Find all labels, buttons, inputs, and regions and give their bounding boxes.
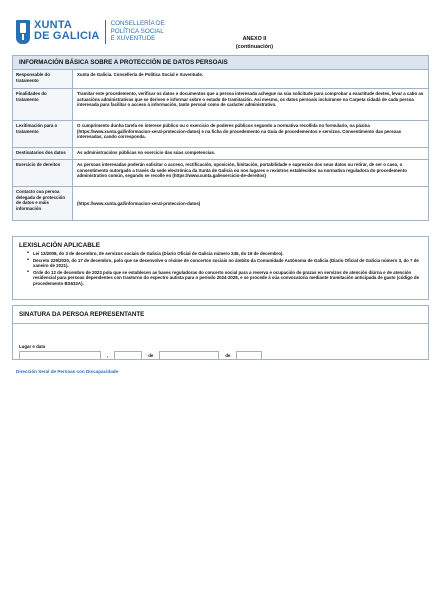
place-date-label: Lugar e data <box>19 344 46 349</box>
table-row <box>13 159 428 186</box>
row-value: As persoas interesadas poderán solicitar o acceso, rectificación, oposición, limitación, portabilidade e supresión dos seus datos ou retirar, de ser o caso, o consentimento outorgado a través da sede electrónica da Xunta de Galicia ou nos lugares e rexistros establecidos na normativa reguladora do procedemento administrativo común, segundo se recolle en (https://www.xunta.gal/exercicio-de-dereitos) <box>77 162 407 179</box>
data-protection-title: INFORMACIÓN BÁSICA SOBRE A PROTECCIÓN DE DATOS PERSOAIS <box>13 56 428 69</box>
day-input[interactable] <box>114 351 142 360</box>
place-input[interactable] <box>19 351 101 360</box>
row-label: Responsable do tratamento <box>13 70 73 88</box>
legislation-section <box>12 236 429 300</box>
brand-name: XUNTA DE GALICIA <box>34 19 100 42</box>
comma-separator: , <box>107 353 109 358</box>
table-row <box>13 88 428 120</box>
list-item: • Orde do 12 de decembro de 2023 pola que se establecen as bases reguladoras do concerto social para a reserva e ocupación de prazas en servizos de atención diúrna e de atención residencial para persoas dependentes con trastorno do espectro autista para o período 2024-2028, e se procede á súa convocatoria mediante tramitación anticipada de gasto (código de procedemento BS632A). <box>27 270 420 287</box>
table-row <box>13 186 428 220</box>
annex-heading <box>236 36 273 51</box>
list-item: • Decreto 229/2020, do 17 de decembro, polo que se desenvolve o réxime de concertos sociais no ámbito da Comunidade Autónoma de Galicia (Diario Oficial de Galicia número 3, do 7 de xaneiro de 2021). <box>27 258 420 269</box>
annex-subtitle: (continuación) <box>235 43 273 50</box>
legislation-title: LEXISLACIÓN APLICABLE <box>19 242 101 249</box>
signature-body <box>13 324 428 366</box>
de-separator-2: de <box>225 353 231 358</box>
list-item: • Lei 13/2008, do 3 de decembro, de servizos sociais de Galicia (Diario Oficial de Galicia número 245, do 18 de decembro). <box>27 251 420 257</box>
month-input[interactable] <box>159 351 219 360</box>
annex-title: ANEXO II <box>242 36 267 42</box>
row-label: Destinatarios dos datos <box>13 148 73 159</box>
logo-divider <box>105 20 106 44</box>
data-protection-table <box>12 55 429 221</box>
row-value: As administracións públicas no exercicio das súas competencias. <box>77 150 216 155</box>
footer-department: Dirección Xeral de Persoas con Discapacidade <box>16 369 119 374</box>
signature-section <box>12 305 429 360</box>
legislation-list <box>13 251 428 292</box>
row-label: Exercicio de dereitos <box>13 160 73 186</box>
de-separator-1: de <box>148 353 154 358</box>
row-label: Contacto coa persoa delegada de protección de datos e máis información <box>13 187 73 220</box>
place-date-row <box>19 351 422 360</box>
row-label: Finalidades do tratamento <box>13 89 73 120</box>
row-value: O cumprimento dunha tarefa en interese público ou o exercicio de poderes públicos segundo a normativa recollida no formulario, na páxina (https://www.xunta.gal/informacion-xeral-proteccion-datos) e na ficha do procedemento na Guía de procedementos e servizos. Consentimento das persoas interesadas, cando corresponda. <box>77 123 402 140</box>
galicia-crest-icon <box>16 20 30 44</box>
row-label: Lexitimación para o tratamento <box>13 121 73 147</box>
table-row <box>13 120 428 147</box>
row-value: (https://www.xunta.gal/informacion-xeral-proteccion-datos) <box>77 200 201 206</box>
department-name: CONSELLERÍA DE POLÍTICA SOCIAL E XUVENTUDE <box>110 20 165 43</box>
table-row <box>13 69 428 88</box>
xunta-logo <box>16 20 165 44</box>
signature-title: SINATURA DA PERSOA REPRESENTANTE <box>13 306 428 324</box>
year-input[interactable] <box>236 351 262 360</box>
table-row <box>13 147 428 159</box>
row-value: Tramitar este procedemento, verificar os datos e documentos que a persoa interesada achegue na súa solicitude para comprobar a exactitude destes, levar a cabo as actuacións administrativas que se deriven e informar sobre o estado de tramitación. Así mesmo, os datos persoais incluiranse na Carpeta cidadá de cada persoa interesada para facilitar o acceso á información, tanto persoal como de carácter administrativo. <box>77 91 424 108</box>
row-value: Xunta de Galicia. Consellería de Política Social e Xuventude. <box>77 72 204 77</box>
